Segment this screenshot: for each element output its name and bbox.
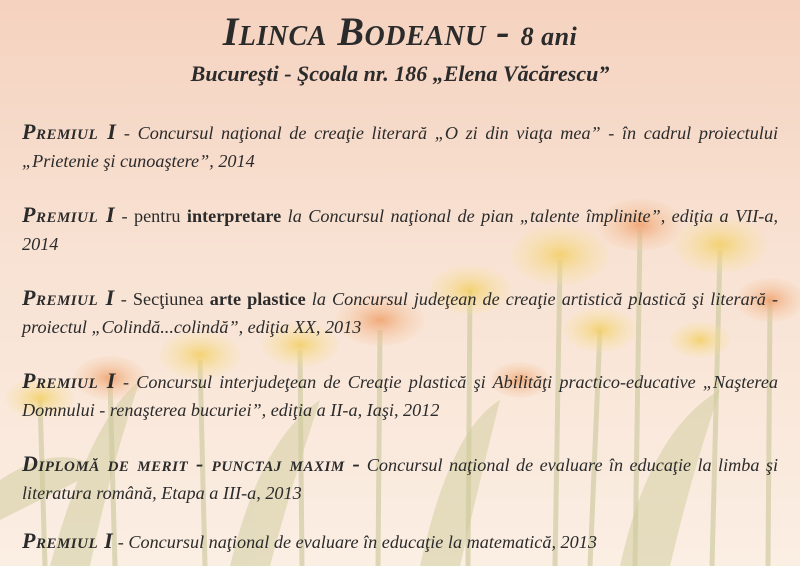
award-description: Concursul naţional de creaţie literară „O zi din viaţa mea” - în cadrul proiectului „Prietenie şi cunoaştere”, 2014 <box>22 123 778 171</box>
award-entry <box>22 450 778 507</box>
award-entry <box>22 284 778 341</box>
award-separator: - <box>113 532 129 552</box>
award-title: Premiul I <box>22 285 115 310</box>
award-prefix: - Secţiunea <box>114 289 210 309</box>
award-separator: - <box>116 123 138 143</box>
award-title: Diplomă de merit - punctaj maxim - <box>22 451 361 476</box>
award-category: arte plastice <box>209 289 306 309</box>
award-separator: - <box>115 372 137 392</box>
award-title: Premiul I <box>22 119 117 144</box>
award-prefix: - pentru <box>115 206 187 226</box>
award-description: la Concursul judeţean de creaţie artistică plastică şi literară - proiectul „Colindă...colindă”, ediţia XX, 2013 <box>22 289 778 337</box>
award-title: Premiul I <box>22 528 114 553</box>
award-description: Concursul naţional de evaluare în educaţie la limba şi literatura română, Etapa a III-a, 2013 <box>22 455 778 503</box>
award-description: Concursul interjudeţean de Creaţie plastică şi Abilităţi practico-educative „Naşterea Domnului - renaşterea bucuriei”, ediţia a II-a, Iaşi, 2012 <box>22 372 779 420</box>
award-entry <box>22 527 778 556</box>
award-description: la Concursul naţional de pian „talente împlinite”, ediţia a VII-a, 2014 <box>22 206 778 254</box>
award-category: interpretare <box>186 206 282 226</box>
award-entry <box>22 118 778 175</box>
award-title: Premiul I <box>22 202 116 227</box>
award-title: Premiul I <box>22 368 116 393</box>
school-line: Bucureşti - Şcoala nr. 186 „Elena Văcărescu” <box>190 61 610 86</box>
student-name: Ilinca Bodeanu - <box>222 9 511 54</box>
award-description: Concursul naţional de evaluare în educaţie la matematică, 2013 <box>128 532 597 552</box>
award-entry <box>22 201 778 258</box>
award-entry <box>22 367 778 424</box>
student-age: 8 ani <box>520 22 578 51</box>
page-title <box>0 10 800 59</box>
